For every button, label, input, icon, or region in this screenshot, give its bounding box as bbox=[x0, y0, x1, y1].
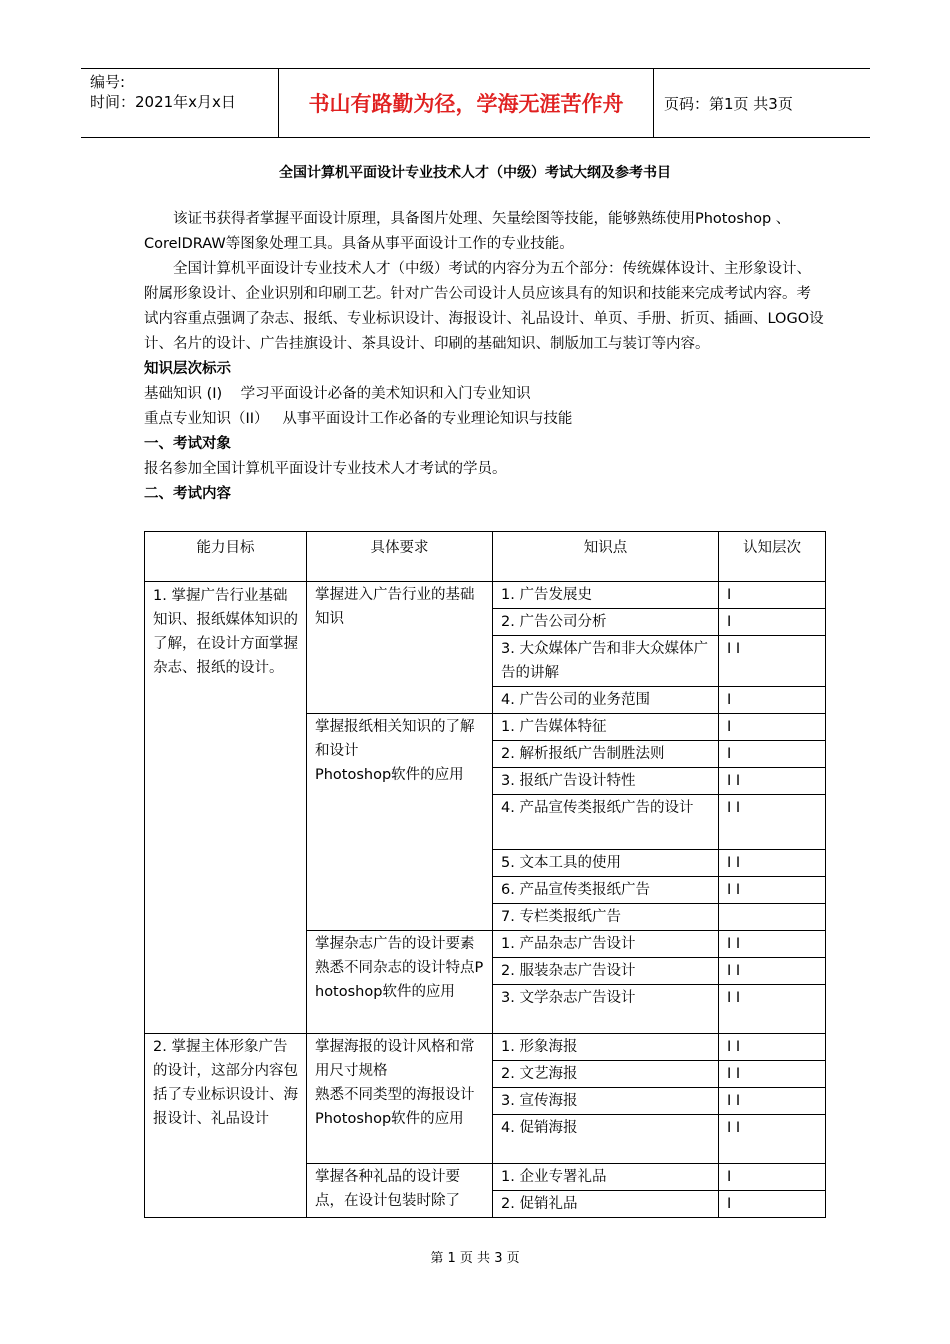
table-header-row bbox=[145, 532, 826, 582]
cognitive-level: I I bbox=[719, 1061, 826, 1088]
cognitive-level: I bbox=[719, 609, 826, 636]
table-row bbox=[145, 1034, 826, 1061]
knowledge-point: 2. 文艺海报 bbox=[493, 1061, 719, 1088]
goal-cell-1: 1. 掌握广告行业基础知识、报纸媒体知识的了解，在设计方面掌握杂志、报纸的设计。 bbox=[145, 582, 307, 1034]
cognitive-level bbox=[719, 904, 826, 931]
requirement-line: 掌握报纸相关知识的了解和设计 bbox=[315, 719, 475, 759]
knowledge-point: 2. 服装杂志广告设计 bbox=[493, 958, 719, 985]
cognitive-level: I I bbox=[719, 958, 826, 985]
knowledge-point: 1. 产品杂志广告设计 bbox=[493, 931, 719, 958]
knowledge-point: 2. 解析报纸广告制胜法则 bbox=[493, 741, 719, 768]
header-knowledge-point: 知识点 bbox=[493, 532, 719, 582]
knowledge-point: 3. 宣传海报 bbox=[493, 1088, 719, 1115]
header-goal: 能力目标 bbox=[145, 532, 307, 582]
knowledge-point: 4. 广告公司的业务范围 bbox=[493, 687, 719, 714]
intro-paragraph-2: 全国计算机平面设计专业技术人才（中级）考试的内容分为五个部分：传统媒体设计、主形象设计、附属形象设计、企业识别和印刷工艺。针对广告公司设计人员应该具有的知识和技能来完成考试内容。考试内容重点强调了杂志、报纸、专业标识设计、海报设计、礼品设计、单页、手册、折页、插画、LOGO设计、名片的设计、广告挂旗设计、茶具设计、印刷的基础知识、制版加工与装订等内容。 bbox=[144, 261, 824, 352]
cognitive-level: I I bbox=[719, 636, 826, 687]
knowledge-point: 1. 形象海报 bbox=[493, 1034, 719, 1061]
cognitive-level: I bbox=[719, 741, 826, 768]
requirement-cell-4 bbox=[307, 1034, 493, 1164]
intro-paragraph-1: 该证书获得者掌握平面设计原理，具备图片处理、矢量绘图等技能，能够熟练使用Photoshop 、CorelDRAW等图象处理工具。具备从事平面设计工作的专业技能。 bbox=[144, 211, 791, 252]
goal-cell-2: 2. 掌握主体形象广告的设计，这部分内容包括了专业标识设计、海报设计、礼品设计 bbox=[145, 1034, 307, 1218]
knowledge-point: 3. 文学杂志广告设计 bbox=[493, 985, 719, 1034]
header-info bbox=[81, 69, 279, 137]
document-title: 全国计算机平面设计专业技术人才（中级）考试大纲及参考书目 bbox=[279, 165, 671, 181]
cognitive-level: I I bbox=[719, 795, 826, 850]
section-1-text: 报名参加全国计算机平面设计专业技术人才考试的学员。 bbox=[144, 461, 507, 477]
requirement-line: Photoshop软件的应用 bbox=[315, 767, 464, 783]
header-cognitive-level: 认知层次 bbox=[719, 532, 826, 582]
requirement-cell-5: 掌握各种礼品的设计要点，在设计包装时除了 bbox=[307, 1164, 493, 1218]
document-body bbox=[144, 207, 825, 507]
cognitive-level: I I bbox=[719, 1034, 826, 1061]
knowledge-point: 6. 产品宣传类报纸广告 bbox=[493, 877, 719, 904]
requirement-cell-3: 掌握杂志广告的设计要素熟悉不同杂志的设计特点Photoshop软件的应用 bbox=[307, 931, 493, 1034]
cognitive-level: I I bbox=[719, 1115, 826, 1164]
cognitive-level: I bbox=[719, 1164, 826, 1191]
header-motto: 书山有路勤为径，学海无涯苦作舟 bbox=[279, 69, 654, 137]
cognitive-level: I I bbox=[719, 1088, 826, 1115]
knowledge-point: 1. 广告发展史 bbox=[493, 582, 719, 609]
requirement-cell-1: 掌握进入广告行业的基础知识 bbox=[307, 582, 493, 714]
page-header bbox=[81, 68, 870, 138]
knowledge-point: 3. 大众媒体广告和非大众媒体广告的讲解 bbox=[493, 636, 719, 687]
page-footer: 第 1 页 共 3 页 bbox=[430, 1251, 520, 1266]
doc-date-label: 时间：2021年x月x日 bbox=[90, 93, 236, 111]
cognitive-level: I bbox=[719, 582, 826, 609]
knowledge-point: 3. 报纸广告设计特性 bbox=[493, 768, 719, 795]
knowledge-point: 2. 广告公司分析 bbox=[493, 609, 719, 636]
knowledge-point: 4. 促销海报 bbox=[493, 1115, 719, 1164]
section-1-heading: 一、考试对象 bbox=[144, 436, 231, 452]
cognitive-level: I I bbox=[719, 931, 826, 958]
header-requirement: 具体要求 bbox=[307, 532, 493, 582]
doc-number-label: 编号: bbox=[90, 73, 126, 91]
requirement-line: 掌握海报的设计风格和常用尺寸规格 bbox=[315, 1039, 475, 1079]
cognitive-level: I I bbox=[719, 768, 826, 795]
cognitive-level: I bbox=[719, 687, 826, 714]
cognitive-level: I I bbox=[719, 850, 826, 877]
exam-content-table bbox=[144, 531, 826, 1218]
cognitive-level: I I bbox=[719, 877, 826, 904]
level-heading: 知识层次标示 bbox=[144, 361, 231, 377]
knowledge-point: 7. 专栏类报纸广告 bbox=[493, 904, 719, 931]
knowledge-point: 4. 产品宣传类报纸广告的设计 bbox=[493, 795, 719, 850]
knowledge-point: 1. 广告媒体特征 bbox=[493, 714, 719, 741]
requirement-line: 熟悉不同类型的海报设计 bbox=[315, 1087, 475, 1103]
table-row bbox=[145, 582, 826, 609]
cognitive-level: I bbox=[719, 714, 826, 741]
section-2-heading: 二、考试内容 bbox=[144, 486, 231, 502]
requirement-line: Photoshop软件的应用 bbox=[315, 1111, 464, 1127]
level-advanced: 重点专业知识（II） 从事平面设计工作必备的专业理论知识与技能 bbox=[144, 411, 573, 427]
cognitive-level: I I bbox=[719, 985, 826, 1034]
cognitive-level: I bbox=[719, 1191, 826, 1218]
knowledge-point: 5. 文本工具的使用 bbox=[493, 850, 719, 877]
knowledge-point: 1. 企业专署礼品 bbox=[493, 1164, 719, 1191]
requirement-cell-2 bbox=[307, 714, 493, 931]
knowledge-point: 2. 促销礼品 bbox=[493, 1191, 719, 1218]
exam-content-table-wrapper bbox=[144, 531, 825, 1218]
level-basic: 基础知识 (I) 学习平面设计必备的美术知识和入门专业知识 bbox=[144, 386, 531, 402]
header-page-number: 页码：第1页 共3页 bbox=[664, 94, 793, 113]
